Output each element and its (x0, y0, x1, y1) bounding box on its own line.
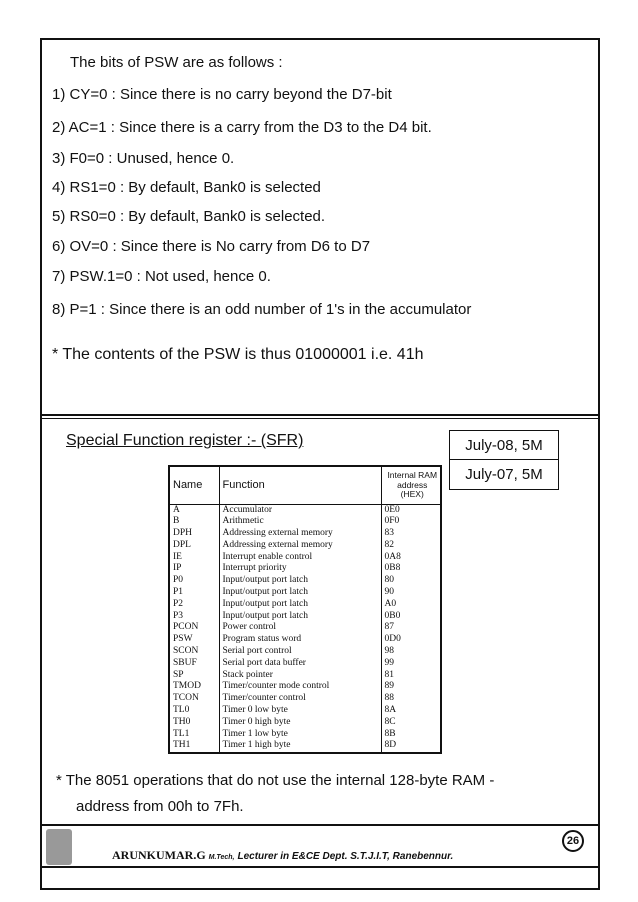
sfr-name: P1 (173, 587, 184, 598)
psw-conclusion: * The contents of the PSW is thus 01000001 i.e. 41h (52, 346, 424, 363)
sfr-address: 8A (381, 705, 441, 717)
sfr-address: 87 (381, 622, 441, 634)
table-row (169, 516, 441, 528)
psw-bit-item: 6) OV=0 : Since there is No carry from D6 to D7 (52, 238, 371, 255)
sfr-name: SCON (173, 646, 199, 657)
table-row (169, 575, 441, 587)
psw-bit-item: 5) RS0=0 : By default, Bank0 is selected. (52, 208, 326, 225)
table-row (169, 540, 441, 552)
sfr-function: Timer 0 low byte (219, 705, 381, 717)
sfr-function: Interrupt enable control (219, 552, 381, 564)
sfr-name: TCON (173, 693, 199, 704)
table-row (169, 670, 441, 682)
exam-dates-box (449, 430, 559, 490)
footer (42, 824, 598, 868)
sfr-address: 90 (381, 587, 441, 599)
section-divider (42, 414, 598, 419)
sfr-function: Addressing external memory (219, 528, 381, 540)
sfr-name: TH1 (173, 740, 191, 751)
sfr-address: 0B8 (381, 563, 441, 575)
note-line-1: * The 8051 operations that do not use the internal 128-byte RAM - (56, 772, 495, 789)
header-name: Name (169, 466, 219, 504)
table-row (169, 717, 441, 729)
sfr-address: 0A8 (381, 552, 441, 564)
header-address: Internal RAM address (HEX) (381, 466, 441, 504)
sfr-name: IE (173, 551, 182, 562)
sfr-address: 81 (381, 670, 441, 682)
sfr-address: 99 (381, 658, 441, 670)
psw-heading: The bits of PSW are as follows : (70, 54, 283, 71)
sfr-name: A (173, 504, 180, 515)
sfr-address: A0 (381, 599, 441, 611)
sfr-table (168, 465, 442, 754)
table-row (169, 693, 441, 705)
sfr-function: Input/output port latch (219, 611, 381, 623)
sfr-name: B (173, 516, 180, 527)
sfr-address: 98 (381, 646, 441, 658)
table-row (169, 646, 441, 658)
document-page (40, 38, 600, 890)
table-row (169, 587, 441, 599)
table-row (169, 658, 441, 670)
sfr-name: P3 (173, 610, 184, 621)
sfr-address: 8B (381, 729, 441, 741)
table-row (169, 563, 441, 575)
footer-credit (112, 848, 453, 863)
psw-bit-item: 8) P=1 : Since there is an odd number of 1's in the accumulator (52, 301, 472, 318)
author-degree: M.Tech, (208, 854, 235, 861)
sfr-address: 0E0 (381, 504, 441, 516)
sfr-function: Timer 0 high byte (219, 717, 381, 729)
sfr-title: Special Function register :- (SFR) (66, 432, 304, 449)
sfr-address: 82 (381, 540, 441, 552)
sfr-function: Timer 1 low byte (219, 729, 381, 741)
sfr-address: 8D (381, 740, 441, 753)
sfr-address: 80 (381, 575, 441, 587)
sfr-name: SP (173, 669, 184, 680)
sfr-function: Serial port data buffer (219, 658, 381, 670)
sfr-function: Addressing external memory (219, 540, 381, 552)
table-row (169, 611, 441, 623)
sfr-address: 0D0 (381, 634, 441, 646)
author-name: ARUNKUMAR.G (112, 848, 206, 862)
sfr-function: Power control (219, 622, 381, 634)
table-row (169, 729, 441, 741)
sfr-name: DPL (173, 539, 191, 550)
table-row (169, 681, 441, 693)
table-row (169, 622, 441, 634)
sfr-name: PCON (173, 622, 199, 633)
sfr-name: DPH (173, 528, 193, 539)
sfr-function: Input/output port latch (219, 599, 381, 611)
sfr-address: 83 (381, 528, 441, 540)
table-row (169, 740, 441, 753)
psw-bit-item: 1) CY=0 : Since there is no carry beyond the D7-bit (52, 86, 392, 103)
psw-bit-item: 3) F0=0 : Unused, hence 0. (52, 150, 235, 167)
exam-date: July-08, 5M (450, 431, 558, 460)
psw-bit-item: 4) RS1=0 : By default, Bank0 is selected (52, 179, 321, 196)
sfr-name: TL1 (173, 728, 190, 739)
sfr-function: Timer 1 high byte (219, 740, 381, 753)
psw-bit-item: 7) PSW.1=0 : Not used, hence 0. (52, 268, 271, 285)
sfr-name: TL0 (173, 705, 190, 716)
sfr-name: P0 (173, 575, 184, 586)
sfr-name: PSW (173, 634, 193, 645)
sfr-function: Input/output port latch (219, 587, 381, 599)
table-row (169, 528, 441, 540)
exam-date: July-07, 5M (465, 466, 543, 483)
sfr-name: SBUF (173, 657, 197, 668)
sfr-name: P2 (173, 598, 184, 609)
table-row (169, 705, 441, 717)
header-function: Function (219, 466, 381, 504)
table-row (169, 599, 441, 611)
table-row (169, 552, 441, 564)
sfr-address: 88 (381, 693, 441, 705)
sfr-function: Timer/counter mode control (219, 681, 381, 693)
sfr-function: Interrupt priority (219, 563, 381, 575)
sfr-address: 8C (381, 717, 441, 729)
sfr-function: Serial port control (219, 646, 381, 658)
sfr-function: Input/output port latch (219, 575, 381, 587)
psw-bit-item: 2) AC=1 : Since there is a carry from the D3 to the D4 bit. (52, 119, 432, 136)
sfr-function: Program status word (219, 634, 381, 646)
sfr-name: IP (173, 563, 182, 574)
sfr-function: Accumulator (219, 504, 381, 516)
sfr-function: Stack pointer (219, 670, 381, 682)
sfr-function: Arithmetic (219, 516, 381, 528)
sfr-function: Timer/counter control (219, 693, 381, 705)
sfr-address: 0F0 (381, 516, 441, 528)
table-row (169, 634, 441, 646)
table-row (169, 504, 441, 516)
sfr-name: TH0 (173, 716, 191, 727)
page-number: 26 (562, 830, 584, 852)
sfr-address: 0B0 (381, 611, 441, 623)
sfr-address: 89 (381, 681, 441, 693)
sfr-name: TMOD (173, 681, 201, 692)
logo-image (46, 829, 72, 865)
author-role: Lecturer in E&CE Dept. S.T.J.I.T, Ranebennur. (237, 851, 454, 862)
note-line-2: address from 00h to 7Fh. (76, 798, 244, 815)
